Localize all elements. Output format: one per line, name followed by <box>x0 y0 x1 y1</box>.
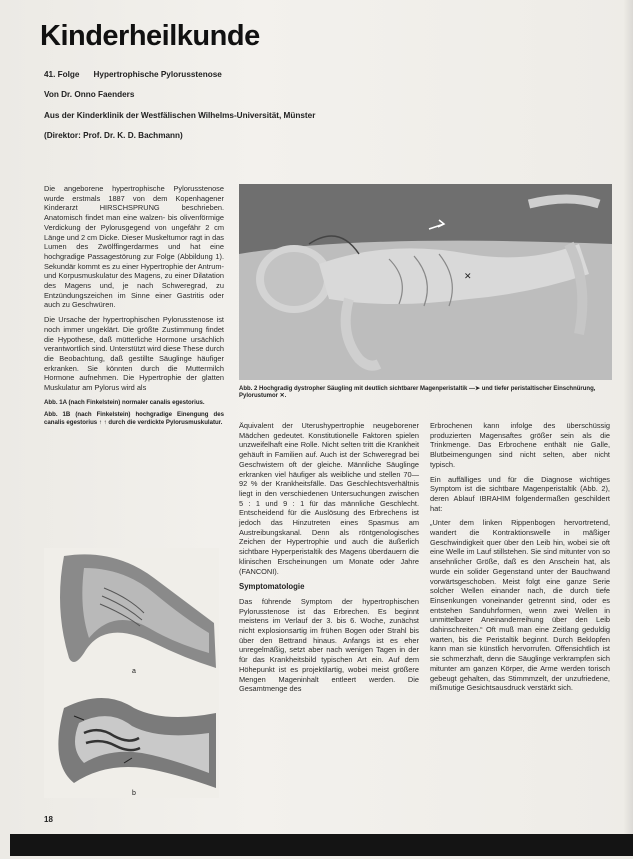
paragraph: Äquivalent der Uterushypertrophie neugeborener Mädchen gedeutet. Konstitutionelle Faktoren spielen unzweifelhaft eine Rolle. Nicht selten tritt die Krankheit gehäuft in Familien auf. Auch ist der Schweregrad bei Geschwistern oft der gleiche. Männliche Säuglinge erkranken viel häufiger als weibliche und stellen 70—92 % der Krankheitsfälle. Das Geschlechtsverhältnis liegt in den verschiedenen Untersuchungen zwischen 5 : 1 und 9 : 1 für das männliche Geschlecht. Entscheidend für die Auslösung des Erbrechens ist jedoch das Hinzutreten eines Spasmus am Austreibungskanal. Denn als röntgenologisches Zeichen der Hypertrophie und auch die äußerlich sichtbare Hyperperistaltik des Magens überdauern die klinischen Erscheinungen um Monate oder Jahre (FANCONI). <box>239 421 419 576</box>
photo-caption: Abb. 2 Hochgradig dystropher Säugling mit deutlich sichtbarer Magenperistaltik —➤ und tiefer peristaltischer Einschnürung, Pylorustumor ✕. <box>239 386 596 400</box>
pylorus-illustration <box>44 548 219 798</box>
infant-photograph <box>239 184 612 380</box>
column-1 <box>44 184 224 432</box>
series-number: 41. Folge <box>44 70 80 79</box>
paragraph: Die angeborene hypertrophische Pylorusstenose wurde erstmals 1887 von dem Kopenhagener Kinderarzt HIRSCHSPRUNG beschrieben. Anatomisch findet man eine walzen- bis olivenförmige Verdickung der Pylorusgegend von ungefähr 2 cm Länge und 2 cm Dicke. Dieser Muskeltumor ragt in das Lumen des Zwölffingerdarmes und hat eine hochgradige Passagestörung zur Folge (Abbildung 1). Sekundär kommt es zu einer Hypertrophie der Antrum- und Korpusmuskulatur des Magens, zu einer Dilatation des Magens und, je nach Schweregrad, zu Entzündungszeichen im Sinne einer Gastritis oder auch zu Geschwüren. <box>44 184 224 310</box>
section-heading: Symptomatologie <box>239 582 305 592</box>
column-2 <box>239 421 419 699</box>
svg-text:✕: ✕ <box>464 271 472 281</box>
paragraph: „Unter dem linken Rippenbogen hervortretend, wandert die Kontraktionswelle in mäßiger Geschwindigkeit quer über den Leib hin, wobei sie oft eine Welle im Lauf stillstehen. Sie sind mitunter von so ansehnlicher Größe, daß es den Anschein hat, als wurde ein solider Gegenstand unter der Bauchwand vorwärtsgeschoben. Meist folgt eine ganze Serie solcher Wellen einander nach, die durch tiefe Einsenkungen voneinander getrennt sind, oder es entstehen Sanduhrformen, wenn zwei Wellen in unmittelbarer Aneinanderreihung über den Leib dahinschreiten.“ Oft muß man eine Zeitlang geduldig warten, bis die Peristaltik beginnt. Durch Beklopfen kann man sie künstlich hervorrufen. Offensichtlich ist sie schmerzhaft, denn die Säuglinge verkrampfen sich mitunter am ganzen Körper, die Arme werden torisch gebeugt gehalten, das Stimmmzelt, der unzufriedene, mißmutige Gesichtsausdruck verstärkt sich. <box>430 518 610 693</box>
scan-shadow <box>623 0 633 834</box>
pylorus-drawing <box>44 548 219 798</box>
page-title: Kinderheilkunde <box>40 20 260 52</box>
column-3 <box>430 421 610 698</box>
page-number: 18 <box>44 815 53 824</box>
paragraph: Erbrochenen kann infolge des überschüssig produzierten Magensaftes größer sein als die Trinkmenge. Das Erbrochene enthält nie Galle, Blutbeimengungen sind nicht selten, aber nicht typisch. <box>430 421 610 469</box>
scan-edge-bar <box>10 834 633 856</box>
figure-1a-caption: Abb. 1A (nach Finkelstein) normaler canalis egestorius. <box>44 398 205 406</box>
director-line: (Direktor: Prof. Dr. K. D. Bachmann) <box>44 131 183 140</box>
paragraph: Die Ursache der hypertrophischen Pylorusstenose ist noch immer ungeklärt. Die größte Zustimmung findet die Hypothese, daß mütterliche Hormone ursächlich verantwortlich sind. Unterstützt wird diese These durch die Beobachtung, daß gestillte Säuglinge häufiger erkranken. Sie könnten durch die Muttermilch Hormone aufnehmen. Die Hypertrophie der glatten Muskulatur am Pylorus wird als <box>44 315 224 393</box>
photo-content <box>239 184 612 380</box>
author-line: Von Dr. Onno Faenders <box>44 90 135 99</box>
article-topic: Hypertrophische Pylorusstenose <box>93 70 222 79</box>
institution-line: Aus der Kinderklinik der Westfälischen Wilhelms-Universität, Münster <box>44 111 316 120</box>
paragraph: Das führende Symptom der hypertrophischen Pylorusstenose ist das Erbrechen. Es beginnt meistens im Verlauf der 3. bis 6. Woche, zunächst nicht explosionsartig im frühen Bogen oder Strahl bis über den Bettrand hinaus. Anfangs ist es eher unregelmäßig, setzt aber nach wenigen Tagen in der für das Krankheitsbild typischen Art ein. Auf dem Höhepunkt ist es projektilartig, wobei meist größere Mengen Mageninhalt entleert werden. Die Gesamtmenge des <box>239 596 419 694</box>
figure-label-a: a <box>132 668 136 675</box>
figure-label-b: b <box>132 790 136 797</box>
paragraph: Ein auffälliges und für die Diagnose wichtiges Symptom ist die sichtbare Magenperistaltik (Abb. 2), deren Ablauf IBRAHIM folgendermaßen geschildert hat: <box>430 474 610 513</box>
figure-1b-caption: Abb. 1B (nach Finkelstein) hochgradige Einengung des canalis egestorius ↑ ↑ durch die verdickte Pylorusmuskulatur. <box>44 411 224 426</box>
series-line <box>44 70 222 79</box>
